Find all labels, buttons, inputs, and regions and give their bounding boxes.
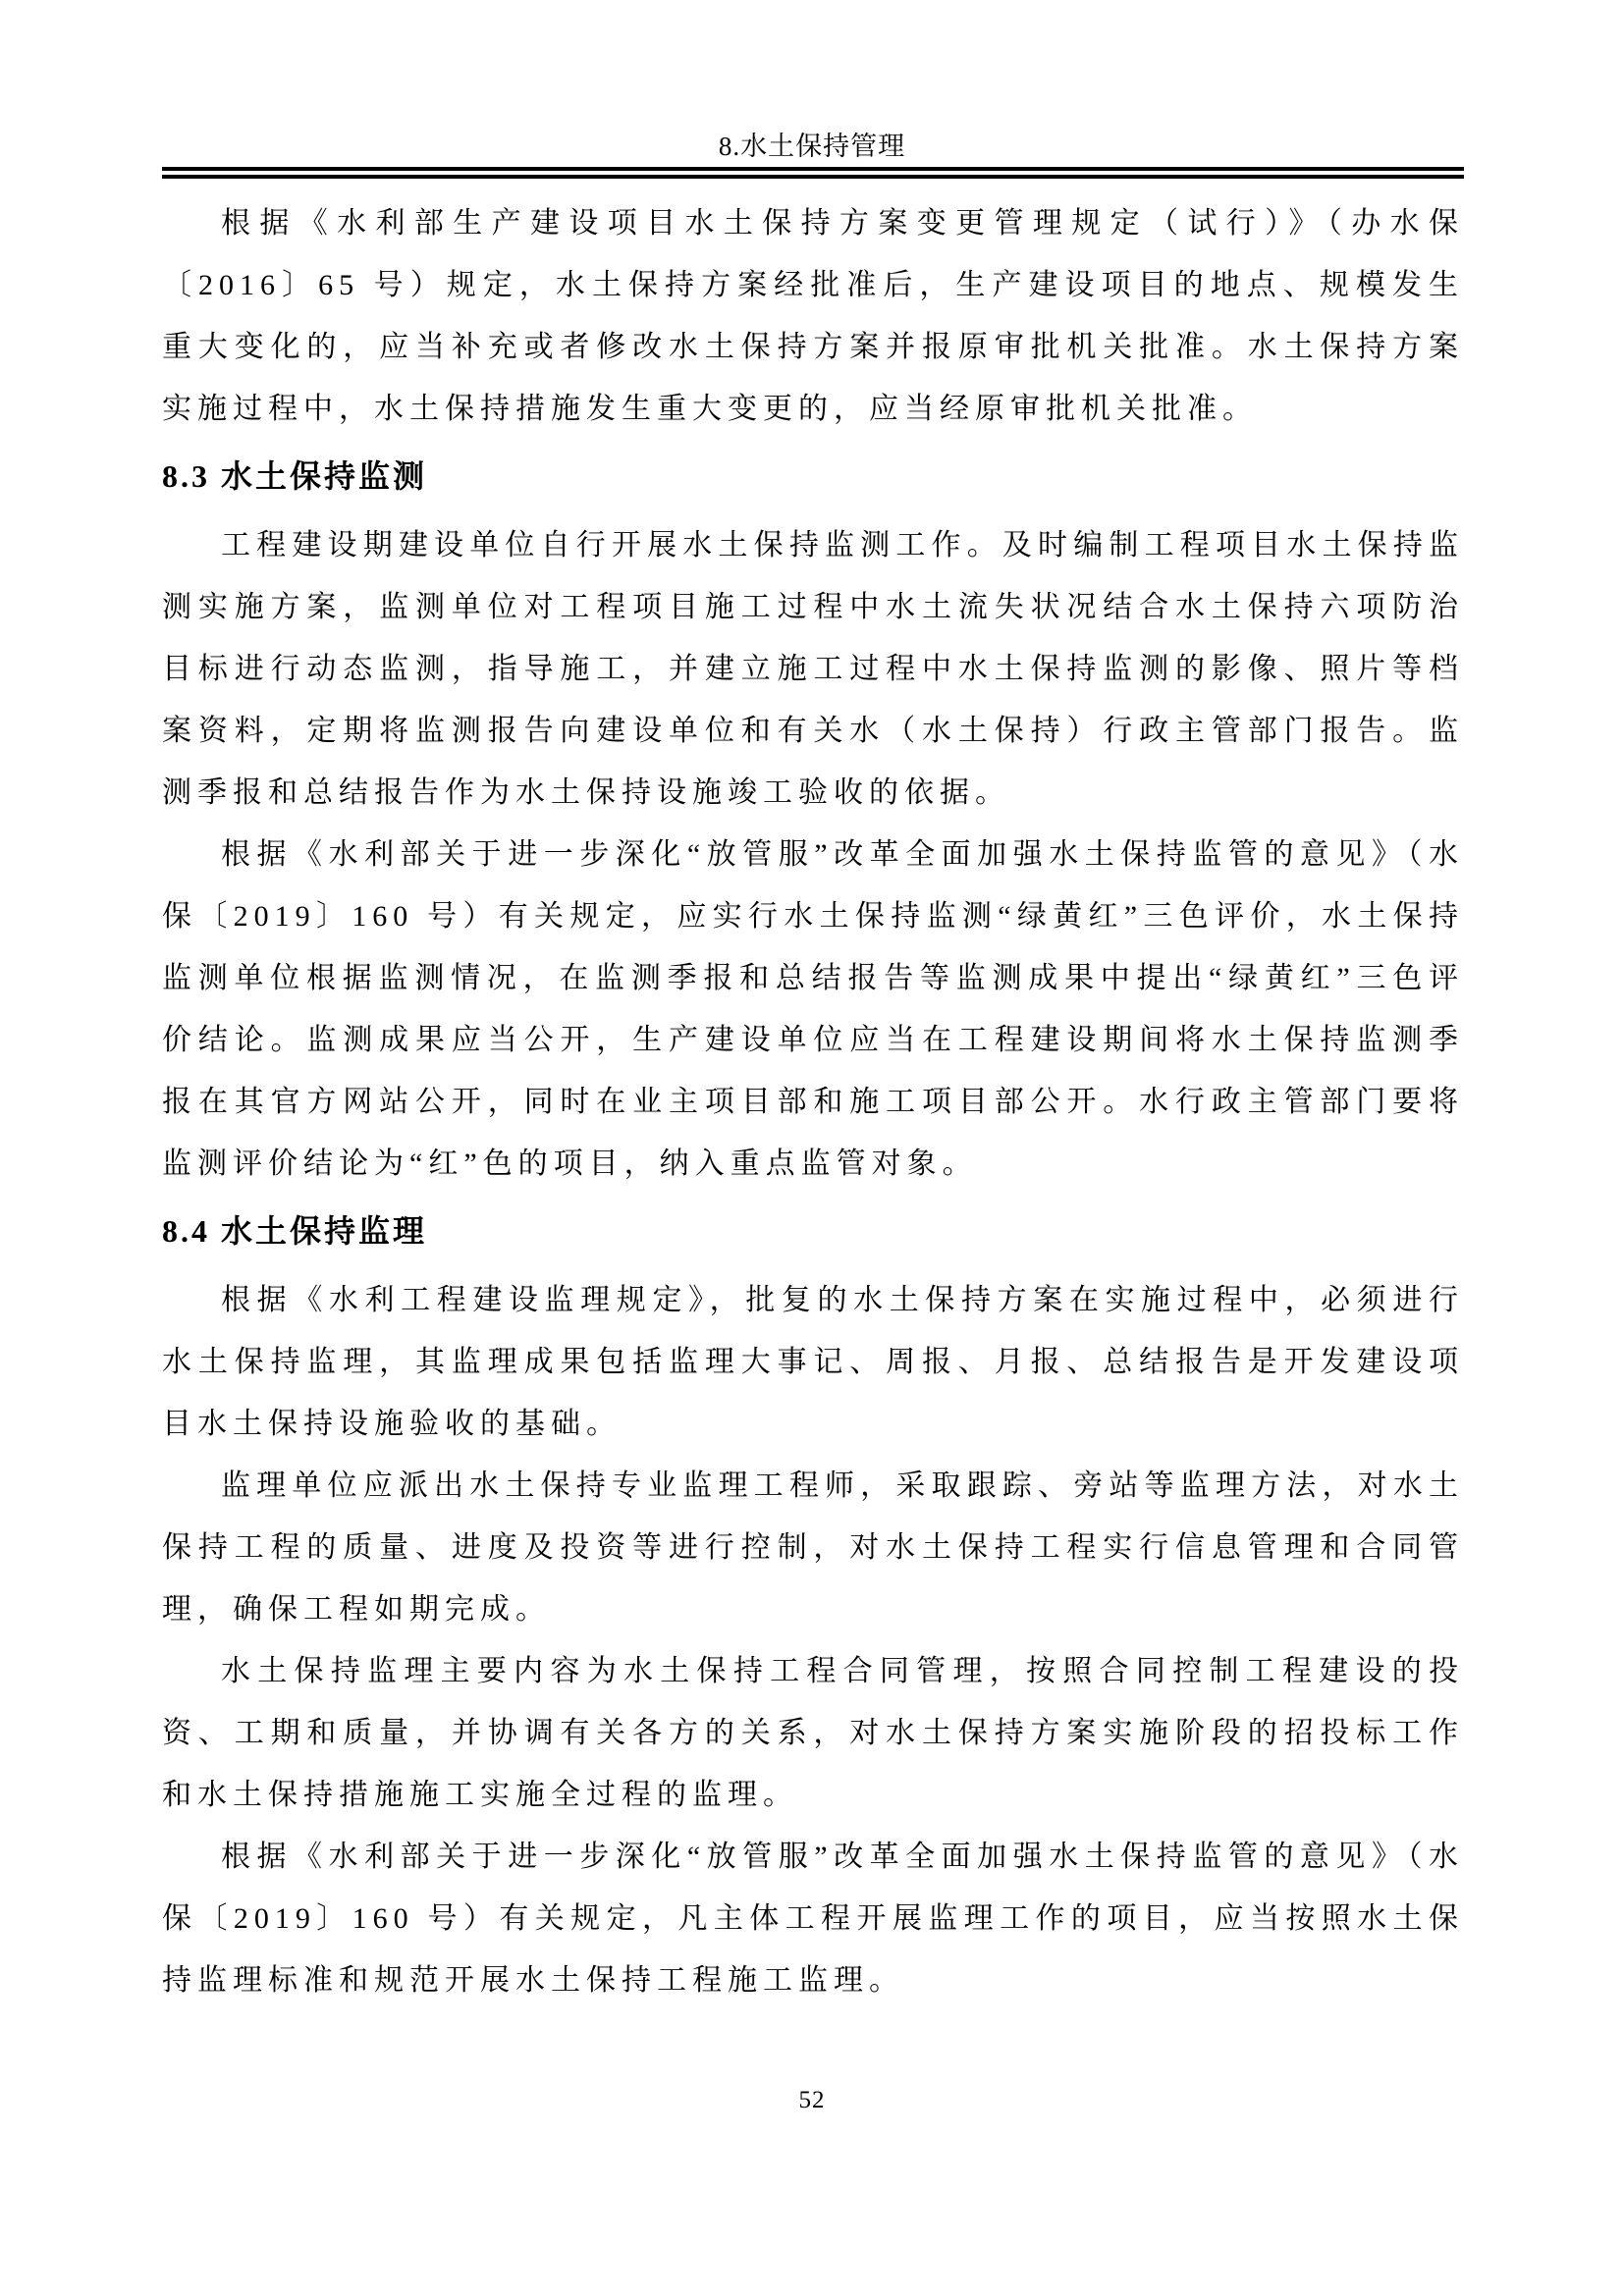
paragraph-supervision-engineer: 监理单位应派出水土保持专业监理工程师，采取跟踪、旁站等监理方法，对水土保持工程的质量、进度及投资等进行控制，对水土保持工程实行信息管理和合同管理，确保工程如期完成。 — [162, 1469, 1464, 1626]
paragraph-monitoring-implementation: 工程建设期建设单位自行开展水土保持监测工作。及时编制工程项目水土保持监测实施方案，监测单位对工程项目施工过程中水土流失状况结合水土保持六项防治目标进行动态监测，指导施工，并建立施工过程中水土保持监测的影像、照片等档案资料，定期将监测报告向建设单位和有关水（水土保持）行政主管部门报告。监测季报和总结报告作为水土保持设施竣工验收的依据。 — [162, 529, 1464, 809]
section-heading-8-4: 8.4 水土保持监理 — [162, 1213, 428, 1249]
header-divider — [162, 167, 1464, 179]
page-number: 52 — [798, 2087, 826, 2113]
page-footer — [0, 2087, 1624, 2114]
section-heading-8-3: 8.3 水土保持监测 — [162, 458, 428, 494]
paragraph-plan-change-regulation: 根据《水利部生产建设项目水土保持方案变更管理规定（试行）》（办水保〔2016〕65 号）规定，水土保持方案经批准后，生产建设项目的地点、规模发生重大变化的，应当补充或者修改水土保持方案并报原审批机关批准。水土保持方案实施过程中，水土保持措施发生重大变更的，应当经原审批机关批准。 — [162, 207, 1464, 425]
page-header — [0, 0, 1624, 179]
document-content — [162, 192, 1464, 2011]
paragraph-supervision-content: 水土保持监理主要内容为水土保持工程合同管理，按照合同控制工程建设的投资、工期和质量，并协调有关各方的关系，对水土保持方案实施阶段的招投标工作和水土保持措施施工实施全过程的监理。 — [162, 1655, 1464, 1811]
header-divider-bottom-line — [162, 175, 1464, 179]
paragraph-supervision-standard: 根据《水利部关于进一步深化“放管服”改革全面加强水土保持监管的意见》（水保〔2019〕160 号）有关规定，凡主体工程开展监理工作的项目，应当按照水土保持监理标准和规范开展水土保持工程施工监理。 — [162, 1841, 1464, 1997]
header-title: 8.水土保持管理 — [718, 132, 906, 161]
paragraph-supervision-regulation: 根据《水利工程建设监理规定》，批复的水土保持方案在实施过程中，必须进行水土保持监理，其监理成果包括监理大事记、周报、月报、总结报告是开发建设项目水土保持设施验收的基础。 — [162, 1284, 1464, 1440]
header-divider-top-line — [162, 167, 1464, 171]
paragraph-monitoring-color-evaluation: 根据《水利部关于进一步深化“放管服”改革全面加强水土保持监管的意见》（水保〔2019〕160 号）有关规定，应实行水土保持监测“绿黄红”三色评价，水土保持监测单位根据监测情况，在监测季报和总结报告等监测成果中提出“绿黄红”三色评价结论。监测成果应当公开，生产建设单位应当在工程建设期间将水土保持监测季报在其官方网站公开，同时在业主项目部和施工项目部公开。水行政主管部门要将监测评价结论为“红”色的项目，纳入重点监管对象。 — [162, 838, 1464, 1180]
